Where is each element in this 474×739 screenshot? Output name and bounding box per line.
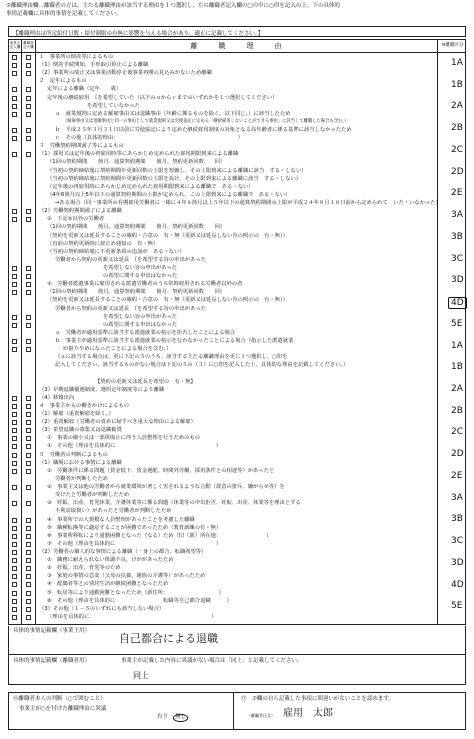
- reason-row: ⑥ その他（理由を具体的に 転職等自己都合退職 ）: [47, 597, 232, 604]
- employer-checkbox[interactable]: [12, 315, 17, 320]
- reason-row: を希望していなかった: [87, 102, 140, 109]
- employer-checkbox[interactable]: [12, 323, 17, 328]
- reason-row: ② 労働者派遣事業に雇用される派遣労働者のうち常時雇用される労働者以外の者: [47, 281, 243, 288]
- employer-checkbox[interactable]: [12, 339, 17, 344]
- employee-checkbox[interactable]: [26, 420, 31, 425]
- employee-checkbox[interactable]: [26, 217, 31, 222]
- code-label: 2D: [451, 449, 464, 460]
- reason-row: の希望に関する申出はなかった: [103, 273, 178, 280]
- employee-checkbox[interactable]: [26, 412, 31, 417]
- footer-right-title: ⑰ ⑦欄の自ら記載した事項に間違いがないことを認めます。: [241, 696, 394, 702]
- employer-checkbox[interactable]: [12, 282, 17, 287]
- code-label: 2A: [451, 383, 463, 394]
- reason-row: （3）その他（１－５のいずれにも該当しない場合）: [39, 605, 165, 612]
- employee-checkbox[interactable]: [26, 339, 31, 344]
- code-label: 2B: [451, 123, 463, 134]
- reason-row: （4）移籍出向: [39, 394, 75, 401]
- code-label: 4D: [451, 579, 464, 590]
- employee-checkbox[interactable]: [26, 599, 31, 604]
- reason-row: ⑤ 職種転換等に適応することが困難であったため（教育訓練の有・無）: [47, 524, 222, 531]
- employee-checkbox[interactable]: [26, 290, 31, 295]
- confirmation-footer: [8, 692, 466, 730]
- reason-row: （契約を更新又は延長することの確約・合意の 有・無（更新又は延長しない旨の明示の 有・無））: [47, 297, 289, 304]
- code-label: 3B: [451, 514, 463, 525]
- col-code: ※離職区分: [441, 43, 464, 48]
- code-label: 3C: [451, 253, 464, 264]
- reason-row: ３ 労働契約期間満了等によるもの: [39, 143, 124, 150]
- reason-row: （当初の契約締結後に契約期間や更新回数の上限を短縮し、その上限到来による離職に該当 する・しない）: [47, 167, 307, 174]
- employer-checkbox[interactable]: [12, 412, 17, 417]
- reason-row: ④ 配偶者等との別居生活が継続困難となったため: [47, 581, 169, 588]
- employee-checkbox[interactable]: [26, 96, 31, 101]
- reason-row: ① 職務に耐えられない体調不良、けががあったため: [47, 557, 174, 564]
- reason-row: ａ 労働者が適用基準に該当する派遣就業の指示を拒否したことによる場合: [55, 329, 236, 336]
- code-label: 5E: [451, 318, 463, 329]
- employer-checkbox[interactable]: [12, 87, 17, 92]
- reason-row: ｃ その他（具体的理由： ）: [55, 135, 244, 142]
- reason-row: ① 下記②以外の労働者: [47, 216, 105, 223]
- employer-checkbox[interactable]: [12, 534, 17, 539]
- employee-checkbox[interactable]: [26, 518, 31, 523]
- reason-row: （4年6箇月以上5年以下の通算契約期間の上限が定められ、この上限到来による離職で ある・ない）: [47, 191, 291, 198]
- employee-checkbox[interactable]: [26, 582, 31, 587]
- employer-checkbox[interactable]: [12, 420, 17, 425]
- employer-checkbox[interactable]: [12, 96, 17, 101]
- reason-row: （解雇事由又は退職事由と同一の事由として就業規則又は労使協定に定める「継続雇用しないことができる事由」に該当して離職した場合も含む。）: [63, 118, 349, 124]
- employee-checkbox[interactable]: [26, 461, 31, 466]
- employee-checkbox[interactable]: [26, 209, 31, 214]
- employer-checkbox[interactable]: [12, 136, 17, 141]
- reason-row: ⑤ 転居等により通勤困難となったため（新住所： ）: [47, 589, 224, 596]
- reason-row: （直前の契約更新時に雇止め通知の 有・無）: [47, 240, 159, 247]
- employer-checkbox[interactable]: [12, 599, 17, 604]
- footer-left-text: 事業主が○を付けた離職理由に異議: [19, 706, 107, 712]
- employer-checkbox[interactable]: [12, 485, 17, 490]
- reason-row: 記入してください。該当するものがない場合は下記の５の（３）に○印を記入した上、具体的な理由を記載してください。）: [55, 362, 349, 369]
- employer-checkbox[interactable]: [12, 582, 17, 587]
- reason-row: 不利益取扱い）があったと労働者が判断したため: [55, 508, 172, 515]
- reason-row: （当初の契約締結後に契約期間や更新回数の上限を設け、その上限到来による離職に該当 する・しない）: [47, 175, 302, 182]
- employee-checkbox[interactable]: [26, 485, 31, 490]
- detail-employer-label: 具体的事情記載欄（事業主用）: [13, 628, 91, 634]
- reason-row: 労働者から契約の更新又は延長 ｛を希望する旨の申出があった: [55, 305, 206, 312]
- employee-checkbox[interactable]: [26, 558, 31, 563]
- employer-checkbox[interactable]: [12, 453, 17, 458]
- reason-row: （1回の契約期間 箇月、通算契約期間 箇月、契約更新回数 回）: [47, 224, 226, 231]
- reason-row: 受けたと労働者が判断したため: [55, 492, 130, 499]
- employee-checkbox[interactable]: [26, 136, 31, 141]
- code-label: 2D: [451, 166, 464, 177]
- code-label: 3B: [451, 231, 463, 242]
- employer-checkbox[interactable]: [12, 566, 17, 571]
- employer-checkbox[interactable]: [12, 542, 17, 547]
- employer-checkbox[interactable]: [12, 217, 17, 222]
- reason-row: （1）解雇（重責解雇を除く。）: [39, 411, 114, 418]
- reason-row: （3）希望退職の募集又は退職勧奨: [39, 427, 122, 434]
- code-label: 1B: [451, 362, 463, 373]
- code-label: 2C: [451, 427, 464, 438]
- reason-row: １ 事業所の倒産等によるもの: [39, 54, 114, 60]
- reason-row: （2）重責解雇（労働者の責めに帰すべき重大な理由による解雇）: [39, 419, 196, 426]
- employee-checkbox[interactable]: [26, 444, 31, 449]
- reason-row: 【契約の更新又は延長を希望の 有・無】: [95, 378, 196, 385]
- reason-row: （当初の契約締結後に不更新条項の追加が ある・ない）: [47, 248, 185, 255]
- employee-checkbox[interactable]: [26, 282, 31, 287]
- code-label: 3A: [451, 492, 463, 503]
- reason-row: （2）労働契約期間満了による離職: [39, 208, 122, 215]
- employer-checkbox[interactable]: [12, 347, 17, 352]
- header-line-1: ⑦離職理由欄…離職者の方は、主たる離職理由が該当する理由を１つ選択し、左の離職者記入欄の□の中に○印を記入の上、下の具体的: [6, 3, 340, 9]
- detail-employee-note: 事業主が記載した内容に異議がない場合は「同上」と記載してください。: [121, 658, 303, 664]
- employee-checkbox[interactable]: [26, 323, 31, 328]
- code-label: 5E: [451, 601, 463, 612]
- detail-employee-label: 具体的事情記載欄（離職者用）: [13, 658, 91, 664]
- employer-checkbox[interactable]: [12, 591, 17, 596]
- employer-checkbox[interactable]: [12, 526, 17, 531]
- employer-checkbox[interactable]: [12, 396, 17, 401]
- employee-checkbox[interactable]: [26, 526, 31, 531]
- reason-row: （1）倒産手続開始、手形取引停止による離職: [39, 62, 149, 69]
- reason-row: 労働者から契約の更新又は延長 ｛を希望する旨の申出があった: [55, 256, 206, 263]
- reason-row: （3）早期退職優遇制度、選択定年制度等により離職: [39, 386, 165, 393]
- code-label: 1B: [451, 79, 463, 90]
- col-employer: 事業主記入欄: [9, 41, 21, 49]
- col-employee: 離職者記入欄: [23, 41, 34, 49]
- employer-checkbox[interactable]: [12, 209, 17, 214]
- detail-employee-box: [8, 655, 466, 685]
- employer-checkbox[interactable]: [12, 469, 17, 474]
- reason-row: を希望しない旨の申出があった: [103, 313, 178, 320]
- reason-row: ⑦ その他（理由を具体的に ）: [47, 540, 222, 547]
- reason-row: 定年後の継続雇用 ｛を希望していた（以下のａからｃまでのいずれかを１つ選択してください）: [47, 94, 278, 101]
- employee-checkbox[interactable]: [26, 574, 31, 579]
- employee-checkbox[interactable]: [26, 396, 31, 401]
- reason-row: ③ 家庭の事情の急変（父母の扶養、親族の介護等）があったため: [47, 573, 206, 580]
- employee-checkbox[interactable]: [26, 534, 31, 539]
- detail-employee-value[interactable]: 同上: [133, 671, 149, 680]
- reason-row: ｂ 平成２５年３月３１日以前に労使協定により定めた継続雇用制度の対象となる高年齢者に係る基準に該当しなかったため: [55, 127, 352, 134]
- reason-row: （2）事業所の廃止又は事業活動停止後事業再開の見込みがないため離職: [39, 70, 212, 77]
- reason-row: ｂ 事業主が適用基準に該当する派遣就業の指示を行わなかったことによる場合（指示した派遣就業: [55, 338, 294, 344]
- reason-row: ４ 事業主からの働きかけによるもの: [39, 402, 130, 409]
- employer-checkbox[interactable]: [12, 574, 17, 579]
- detail-employer-box: [8, 626, 466, 655]
- employee-checkbox[interactable]: [26, 55, 31, 60]
- choice-yes[interactable]: 有り: [157, 714, 169, 720]
- reason-row: ④ 事業所での大規模な人員整理があったことを考慮した離職: [47, 516, 195, 523]
- reason-row: ② その他（理由を具体的に ）: [47, 443, 222, 450]
- code-selected: 4D: [448, 297, 467, 309]
- employer-checkbox[interactable]: [12, 290, 17, 295]
- employee-checkbox[interactable]: [26, 128, 31, 133]
- employer-checkbox[interactable]: [12, 461, 17, 466]
- employee-checkbox[interactable]: [26, 566, 31, 571]
- employee-checkbox[interactable]: [26, 87, 31, 92]
- code-label: 3C: [451, 536, 464, 547]
- reason-row: の希望に関する申出はなかった: [103, 321, 178, 328]
- employee-checkbox[interactable]: [26, 436, 31, 441]
- reason-row: （ａに該当する場合は、更に下記の５のうち、該当する主たる離職理由を更に１つ選択し、○印を: [55, 354, 288, 361]
- employer-checkbox[interactable]: [12, 152, 17, 157]
- reason-table: [8, 39, 466, 625]
- employer-checkbox[interactable]: [12, 436, 17, 441]
- reason-row: ５ 労働者の判断によるもの: [39, 451, 108, 458]
- footer-right-sub: （離職者氏名）: [247, 713, 275, 718]
- employee-checkbox[interactable]: [26, 607, 31, 612]
- reason-row: ａ 就業規則に定める解雇事由又は退職事由（年齢に係るものを除く。以下同じ。）に該当したため: [55, 110, 291, 117]
- header-line-2: 事情記載欄に具体的事情を記載してください。: [6, 11, 122, 17]
- code-label: 2C: [451, 144, 464, 155]
- reason-row: →ある場合（同一事業所の有期雇用労働者に一様に４年６箇月以上５年以下の通算契約期間の上限が平成２４年８月１０日前から定められて いた・いなかった）: [55, 200, 441, 207]
- reason-row: ２ 定年によるもの: [39, 78, 87, 85]
- employee-checkbox[interactable]: [26, 152, 31, 157]
- employer-checkbox[interactable]: [12, 128, 17, 133]
- employee-checkbox[interactable]: [26, 428, 31, 433]
- footer-left-title: ⑯離職者本人の判断（○で囲むこと）: [13, 696, 106, 702]
- employee-checkbox[interactable]: [26, 404, 31, 409]
- reason-row: （2）労働者の個人的な事情による離職（一身上の都合、転職希望等）: [39, 548, 207, 555]
- code-label: 1A: [451, 58, 463, 68]
- note-text: 【離職理由は所定給付日数・給付制限の有無に影響を与える場合があり、適正に記載してください。】: [13, 31, 264, 37]
- employee-checkbox[interactable]: [26, 347, 31, 352]
- employer-checkbox[interactable]: [12, 615, 17, 620]
- employer-checkbox[interactable]: [12, 501, 17, 506]
- reason-row: （1）職場における事情による離職: [39, 459, 122, 466]
- employer-checkbox[interactable]: [12, 558, 17, 563]
- employer-checkbox[interactable]: [12, 550, 17, 555]
- code-label: 2A: [451, 101, 463, 112]
- employee-checkbox[interactable]: [26, 615, 31, 620]
- employer-checkbox[interactable]: [12, 71, 17, 76]
- code-label: 2E: [451, 470, 463, 481]
- reason-row: 労働者が判断したため: [55, 475, 108, 482]
- detail-employer-value[interactable]: 自己都合による退職: [119, 632, 218, 645]
- employer-checkbox[interactable]: [12, 55, 17, 60]
- employer-checkbox[interactable]: [12, 444, 17, 449]
- employer-checkbox[interactable]: [12, 104, 17, 109]
- reason-row: （契約を更新又は延長することの確約・合意の 有・無（更新又は延長しない旨の明示の 有・無））: [47, 232, 289, 239]
- code-label: 2E: [451, 188, 463, 199]
- reason-row: を希望しない旨の申出があった: [103, 264, 178, 271]
- note-box: [8, 26, 466, 37]
- employee-checkbox[interactable]: [26, 542, 31, 547]
- employer-checkbox[interactable]: [12, 112, 17, 117]
- reason-row: （定年後の再雇用時にあらかじめ定められた雇用期限到来による離職で ある・ない）: [47, 183, 254, 190]
- employee-checkbox[interactable]: [26, 591, 31, 596]
- code-label: 3D: [451, 275, 464, 286]
- reason-row: ② 妊娠、出産、育児等のため: [47, 565, 121, 572]
- code-label: 2B: [451, 405, 463, 416]
- employee-checkbox[interactable]: [26, 274, 31, 279]
- col-reason: 離 職 理 由: [190, 42, 282, 50]
- employee-checkbox[interactable]: [26, 501, 31, 506]
- code-label: 3A: [451, 210, 463, 221]
- reason-row: ② 事業主又は他の労働者から就業環境が著しく害されるような言動（故意の排斥、嫌がらせ等）を: [47, 484, 285, 491]
- employee-checkbox[interactable]: [26, 550, 31, 555]
- employer-checkbox[interactable]: [12, 518, 17, 523]
- reason-row: が取りやめになったことによる場合を含む。）: [63, 346, 172, 353]
- reason-row: ① 事業の縮小又は一部休廃止に伴う人員整理を行うためのもの: [47, 435, 201, 442]
- employer-checkbox[interactable]: [12, 63, 17, 68]
- code-label: 3D: [451, 557, 464, 568]
- reason-row: ① 労働条件に係る問題（賃金低下、賃金遅配、時間外労働、採用条件との相違等）があったと: [47, 467, 275, 474]
- employer-checkbox[interactable]: [12, 428, 17, 433]
- reason-row: ③ 妊娠、出産、育児休業、介護休業等に係る問題（休業等の申出拒否、妊娠、出産、休業等を理由とする: [47, 500, 301, 507]
- employee-name[interactable]: 雇用 太郎: [283, 708, 333, 719]
- employee-checkbox[interactable]: [26, 104, 31, 109]
- code-label: 1A: [451, 340, 463, 351]
- employee-checkbox[interactable]: [26, 315, 31, 320]
- reason-row: （1回の契約期間 箇月、通算契約期間 箇月、契約更新回数 回）: [47, 159, 226, 166]
- employer-checkbox[interactable]: [12, 274, 17, 279]
- employee-checkbox[interactable]: [26, 71, 31, 76]
- reason-row: ⑥ 事業所移転により通勤困難となった（なる）ため（旧（新）所在地： ）: [47, 532, 272, 539]
- reason-row: （1回の契約期間 箇月、通算契約期間 箇月、契約更新回数 回）: [47, 289, 226, 296]
- employee-checkbox[interactable]: [26, 112, 31, 117]
- reason-row: 定年による離職（定年 歳）: [47, 86, 122, 93]
- reason-row: （1）採用又は定年後の再雇用時等にあらかじめ定められた雇用期限到来による離職: [39, 151, 239, 158]
- employee-checkbox[interactable]: [26, 63, 31, 68]
- employer-checkbox[interactable]: [12, 404, 17, 409]
- choice-no-circled[interactable]: 無し: [175, 714, 187, 720]
- employer-checkbox[interactable]: [12, 607, 17, 612]
- reason-row: （理由を具体的に ）: [47, 613, 217, 620]
- employee-checkbox[interactable]: [26, 453, 31, 458]
- employee-checkbox[interactable]: [26, 469, 31, 474]
- employer-checkbox[interactable]: [12, 266, 17, 271]
- employee-checkbox[interactable]: [26, 266, 31, 271]
